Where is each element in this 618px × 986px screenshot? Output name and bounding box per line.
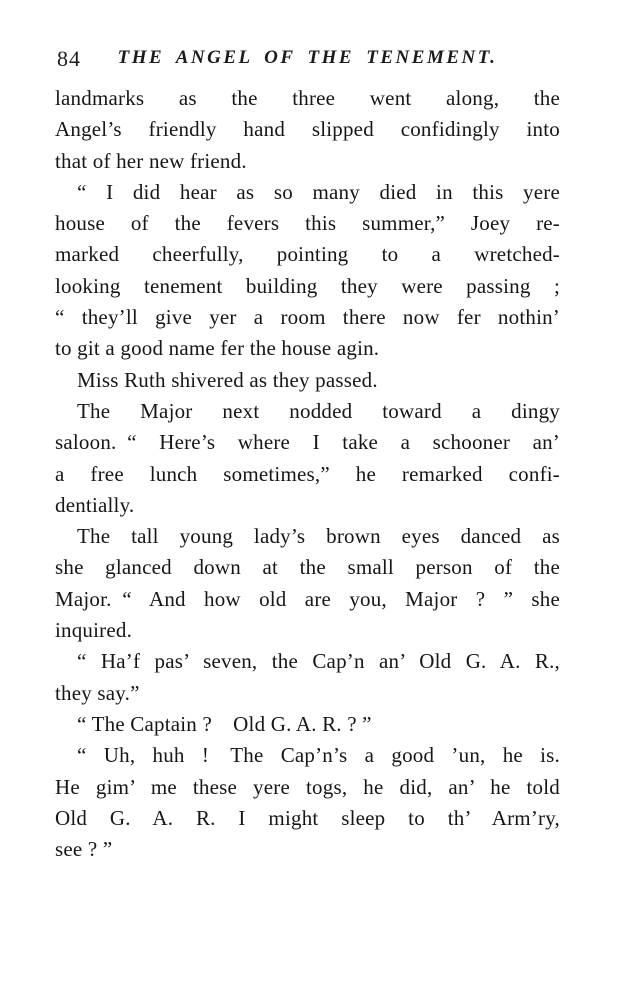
- text-line: inquired.: [55, 618, 133, 643]
- text-line: that of her new friend.: [55, 148, 247, 173]
- paragraph: [55, 396, 560, 521]
- text-line: “ Uh, huh ! The Cap’n’s a good ’un, he is.: [77, 743, 560, 768]
- text-line: Old G. A. R. I might sleep to th’ Arm’ry,: [55, 805, 560, 830]
- paragraph: [55, 365, 560, 396]
- text-line: Miss Ruth shivered as they passed.: [77, 367, 378, 392]
- text-line: The Major next nodded toward a dingy: [77, 398, 560, 423]
- page-header: [55, 46, 560, 72]
- text-line: she glanced down at the small person of the: [55, 555, 560, 580]
- paragraph: [55, 709, 560, 740]
- text-line: “ The Captain ? Old G. A. R. ? ”: [77, 711, 372, 736]
- paragraph: [55, 521, 560, 646]
- paragraph: [55, 83, 560, 177]
- page-body: [55, 83, 560, 865]
- text-line: landmarks as the three went along, the: [55, 86, 560, 110]
- text-line: saloon. “ Here’s where I take a schooner an’: [55, 430, 560, 455]
- paragraph: [55, 646, 560, 709]
- text-line: He gim’ me these yere togs, he did, an’ he told: [55, 774, 560, 799]
- text-line: looking tenement building they were passing ;: [55, 273, 560, 298]
- text-line: “ they’ll give yer a room there now fer nothin’: [55, 305, 560, 330]
- text-line: dentially.: [55, 492, 135, 517]
- text-line: Major. “ And how old are you, Major ? ” she: [55, 586, 560, 611]
- text-line: marked cheerfully, pointing to a wretched-: [55, 242, 560, 267]
- running-title: THE ANGEL OF THE TENEMENT.: [117, 47, 498, 68]
- page-number: 84: [57, 46, 81, 71]
- text-line: “ Ha’f pas’ seven, the Cap’n an’ Old G. A. R.,: [77, 649, 560, 674]
- text-line: house of the fevers this summer,” Joey re-: [55, 211, 560, 236]
- text-line: see ? ”: [55, 837, 113, 862]
- text-line: to git a good name fer the house agin.: [55, 336, 380, 361]
- paragraph: [55, 177, 560, 365]
- text-line: a free lunch sometimes,” he remarked confi-: [55, 461, 560, 486]
- text-line: “ I did hear as so many died in this yere: [77, 179, 560, 204]
- text-line: they say.”: [55, 680, 140, 705]
- paragraph: [55, 740, 560, 865]
- text-line: Angel’s friendly hand slipped confidingly into: [55, 117, 560, 142]
- text-line: The tall young lady’s brown eyes danced as: [77, 524, 560, 549]
